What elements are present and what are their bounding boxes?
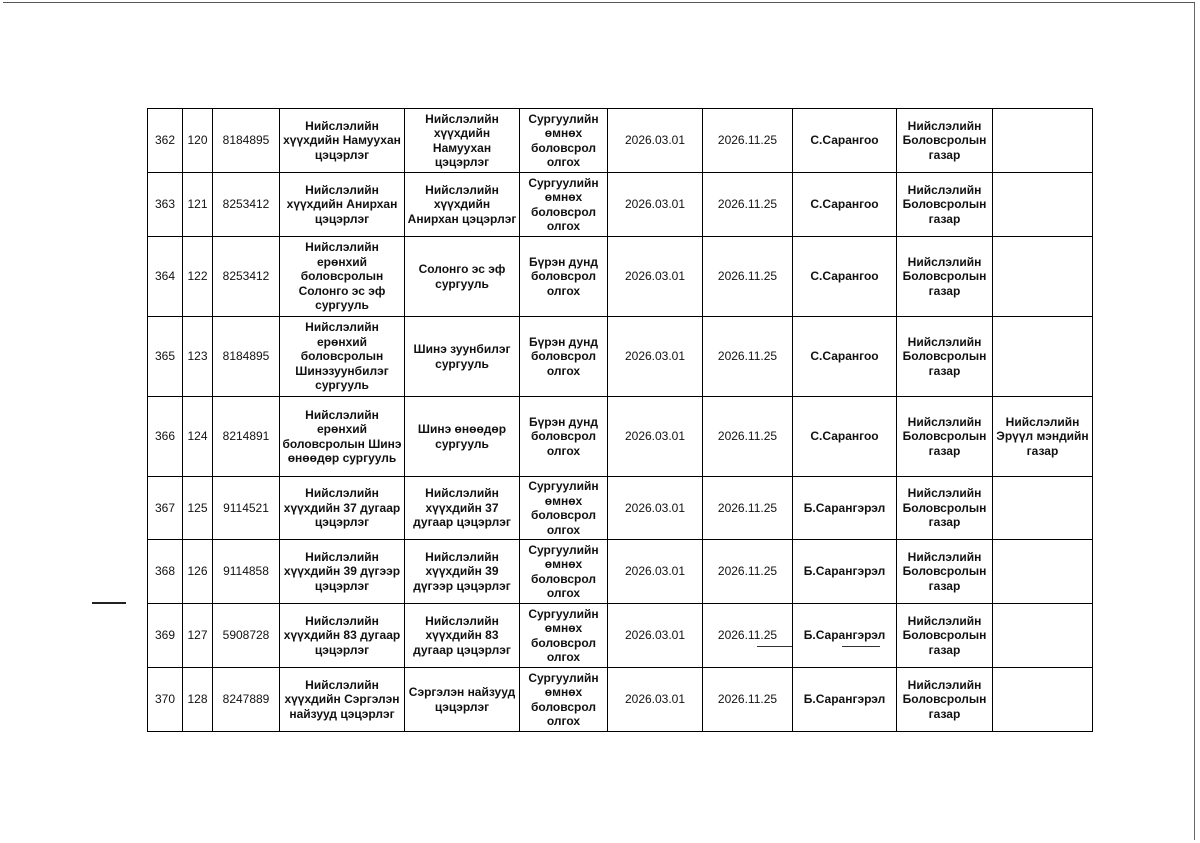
row-number: 363 [148, 173, 183, 237]
row-sub-number: 120 [183, 109, 213, 173]
education-level: Сургуулийн өмнөх боловсрол олгох [520, 540, 608, 604]
authority: Нийслэлийн Боловсролын газар [897, 397, 993, 477]
row-sub-number: 122 [183, 237, 213, 317]
start-date: 2026.03.01 [608, 604, 703, 668]
row-number: 365 [148, 317, 183, 397]
authority: Нийслэлийн Боловсролын газар [897, 237, 993, 317]
row-sub-number: 128 [183, 668, 213, 732]
authority: Нийслэлийн Боловсролын газар [897, 668, 993, 732]
organization-name: Нийслэлийн хүүхдийн Сэргэлэн найзууд цэцэрлэг [280, 668, 405, 732]
education-level: Сургуулийн өмнөх боловсрол олгох [520, 109, 608, 173]
school-name: Нийслэлийн хүүхдийн 39 дүгээр цэцэрлэг [405, 540, 520, 604]
responsible-person: Б.Сарангэрэл [793, 668, 897, 732]
end-date: 2026.11.25 [703, 477, 793, 540]
organization-name: Нийслэлийн хүүхдийн Анирхан цэцэрлэг [280, 173, 405, 237]
row-sub-number: 126 [183, 540, 213, 604]
empty-cell [993, 317, 1093, 397]
register-code: 8184895 [213, 109, 280, 173]
row-number: 366 [148, 397, 183, 477]
row-number: 368 [148, 540, 183, 604]
end-date: 2026.11.25 [703, 604, 793, 668]
table-row [148, 477, 1093, 540]
authority: Нийслэлийн Боловсролын газар [897, 477, 993, 540]
register-code: 8253412 [213, 173, 280, 237]
school-name: Нийслэлийн хүүхдийн Анирхан цэцэрлэг [405, 173, 520, 237]
authority: Нийслэлийн Боловсролын газар [897, 317, 993, 397]
register-code: 5908728 [213, 604, 280, 668]
school-name: Солонго эс эф сургууль [405, 237, 520, 317]
end-date: 2026.11.25 [703, 173, 793, 237]
table-row [148, 109, 1093, 173]
start-date: 2026.03.01 [608, 477, 703, 540]
table-row [148, 317, 1093, 397]
end-date: 2026.11.25 [703, 237, 793, 317]
education-level: Сургуулийн өмнөх боловсрол олгох [520, 173, 608, 237]
empty-cell [993, 668, 1093, 732]
school-name: Шинэ өнөөдөр сургууль [405, 397, 520, 477]
start-date: 2026.03.01 [608, 237, 703, 317]
table-row [148, 540, 1093, 604]
register-code: 8253412 [213, 237, 280, 317]
end-date: 2026.11.25 [703, 540, 793, 604]
row-number: 369 [148, 604, 183, 668]
responsible-person: С.Сарангоо [793, 397, 897, 477]
end-date: 2026.11.25 [703, 397, 793, 477]
register-code: 8184895 [213, 317, 280, 397]
responsible-person: Б.Сарангэрэл [793, 477, 897, 540]
responsible-person: Б.Сарангэрэл [793, 604, 897, 668]
row-sub-number: 123 [183, 317, 213, 397]
organization-name: Нийслэлийн хүүхдийн Намуухан цэцэрлэг [280, 109, 405, 173]
responsible-person: С.Сарангоо [793, 173, 897, 237]
start-date: 2026.03.01 [608, 668, 703, 732]
table-row [148, 668, 1093, 732]
empty-cell [993, 109, 1093, 173]
registry-table [147, 108, 1093, 732]
organization-name: Нийслэлийн ерөнхий боловсролын Шинэзуунбилэг сургууль [280, 317, 405, 397]
school-name: Нийслэлийн хүүхдийн 37 дугаар цэцэрлэг [405, 477, 520, 540]
table-row [148, 237, 1093, 317]
education-level: Бүрэн дунд боловсрол олгох [520, 237, 608, 317]
school-name: Сэргэлэн найзууд цэцэрлэг [405, 668, 520, 732]
start-date: 2026.03.01 [608, 540, 703, 604]
start-date: 2026.03.01 [608, 109, 703, 173]
empty-cell [993, 237, 1093, 317]
responsible-person: С.Сарангоо [793, 317, 897, 397]
authority: Нийслэлийн Боловсролын газар [897, 109, 993, 173]
responsible-person: С.Сарангоо [793, 237, 897, 317]
row-number: 364 [148, 237, 183, 317]
row-sub-number: 127 [183, 604, 213, 668]
responsible-person: С.Сарангоо [793, 109, 897, 173]
school-name: Нийслэлийн хүүхдийн 83 дугаар цэцэрлэг [405, 604, 520, 668]
register-code: 8247889 [213, 668, 280, 732]
organization-name: Нийслэлийн ерөнхий боловсролын Солонго эс эф сургууль [280, 237, 405, 317]
empty-cell [993, 173, 1093, 237]
table-row [148, 173, 1093, 237]
start-date: 2026.03.01 [608, 317, 703, 397]
education-level: Сургуулийн өмнөх боловсрол олгох [520, 604, 608, 668]
merged-authority-cell: Нийслэлийн Эрүүл мэндийн газар [993, 397, 1093, 477]
register-code: 8214891 [213, 397, 280, 477]
authority: Нийслэлийн Боловсролын газар [897, 540, 993, 604]
empty-cell [993, 540, 1093, 604]
row-number: 367 [148, 477, 183, 540]
organization-name: Нийслэлийн хүүхдийн 83 дугаар цэцэрлэг [280, 604, 405, 668]
register-code: 9114858 [213, 540, 280, 604]
education-level: Бүрэн дунд боловсрол олгох [520, 317, 608, 397]
row-sub-number: 125 [183, 477, 213, 540]
table-row [148, 604, 1093, 668]
school-name: Нийслэлийн хүүхдийн Намуухан цэцэрлэг [405, 109, 520, 173]
empty-cell [993, 604, 1093, 668]
organization-name: Нийслэлийн хүүхдийн 37 дугаар цэцэрлэг [280, 477, 405, 540]
start-date: 2026.03.01 [608, 397, 703, 477]
organization-name: Нийслэлийн ерөнхий боловсролын Шинэ өнөөдөр сургууль [280, 397, 405, 477]
start-date: 2026.03.01 [608, 173, 703, 237]
end-date: 2026.11.25 [703, 109, 793, 173]
table-row [148, 397, 1093, 477]
empty-cell [993, 477, 1093, 540]
row-number: 362 [148, 109, 183, 173]
row-number: 370 [148, 668, 183, 732]
education-level: Сургуулийн өмнөх боловсрол олгох [520, 477, 608, 540]
register-code: 9114521 [213, 477, 280, 540]
education-level: Сургуулийн өмнөх боловсрол олгох [520, 668, 608, 732]
school-name: Шинэ зуунбилэг сургууль [405, 317, 520, 397]
authority: Нийслэлийн Боловсролын газар [897, 604, 993, 668]
responsible-person: Б.Сарангэрэл [793, 540, 897, 604]
scan-mark [92, 602, 126, 604]
end-date: 2026.11.25 [703, 668, 793, 732]
end-date: 2026.11.25 [703, 317, 793, 397]
authority: Нийслэлийн Боловсролын газар [897, 173, 993, 237]
organization-name: Нийслэлийн хүүхдийн 39 дүгээр цэцэрлэг [280, 540, 405, 604]
row-sub-number: 124 [183, 397, 213, 477]
education-level: Бүрэн дунд боловсрол олгох [520, 397, 608, 477]
row-sub-number: 121 [183, 173, 213, 237]
